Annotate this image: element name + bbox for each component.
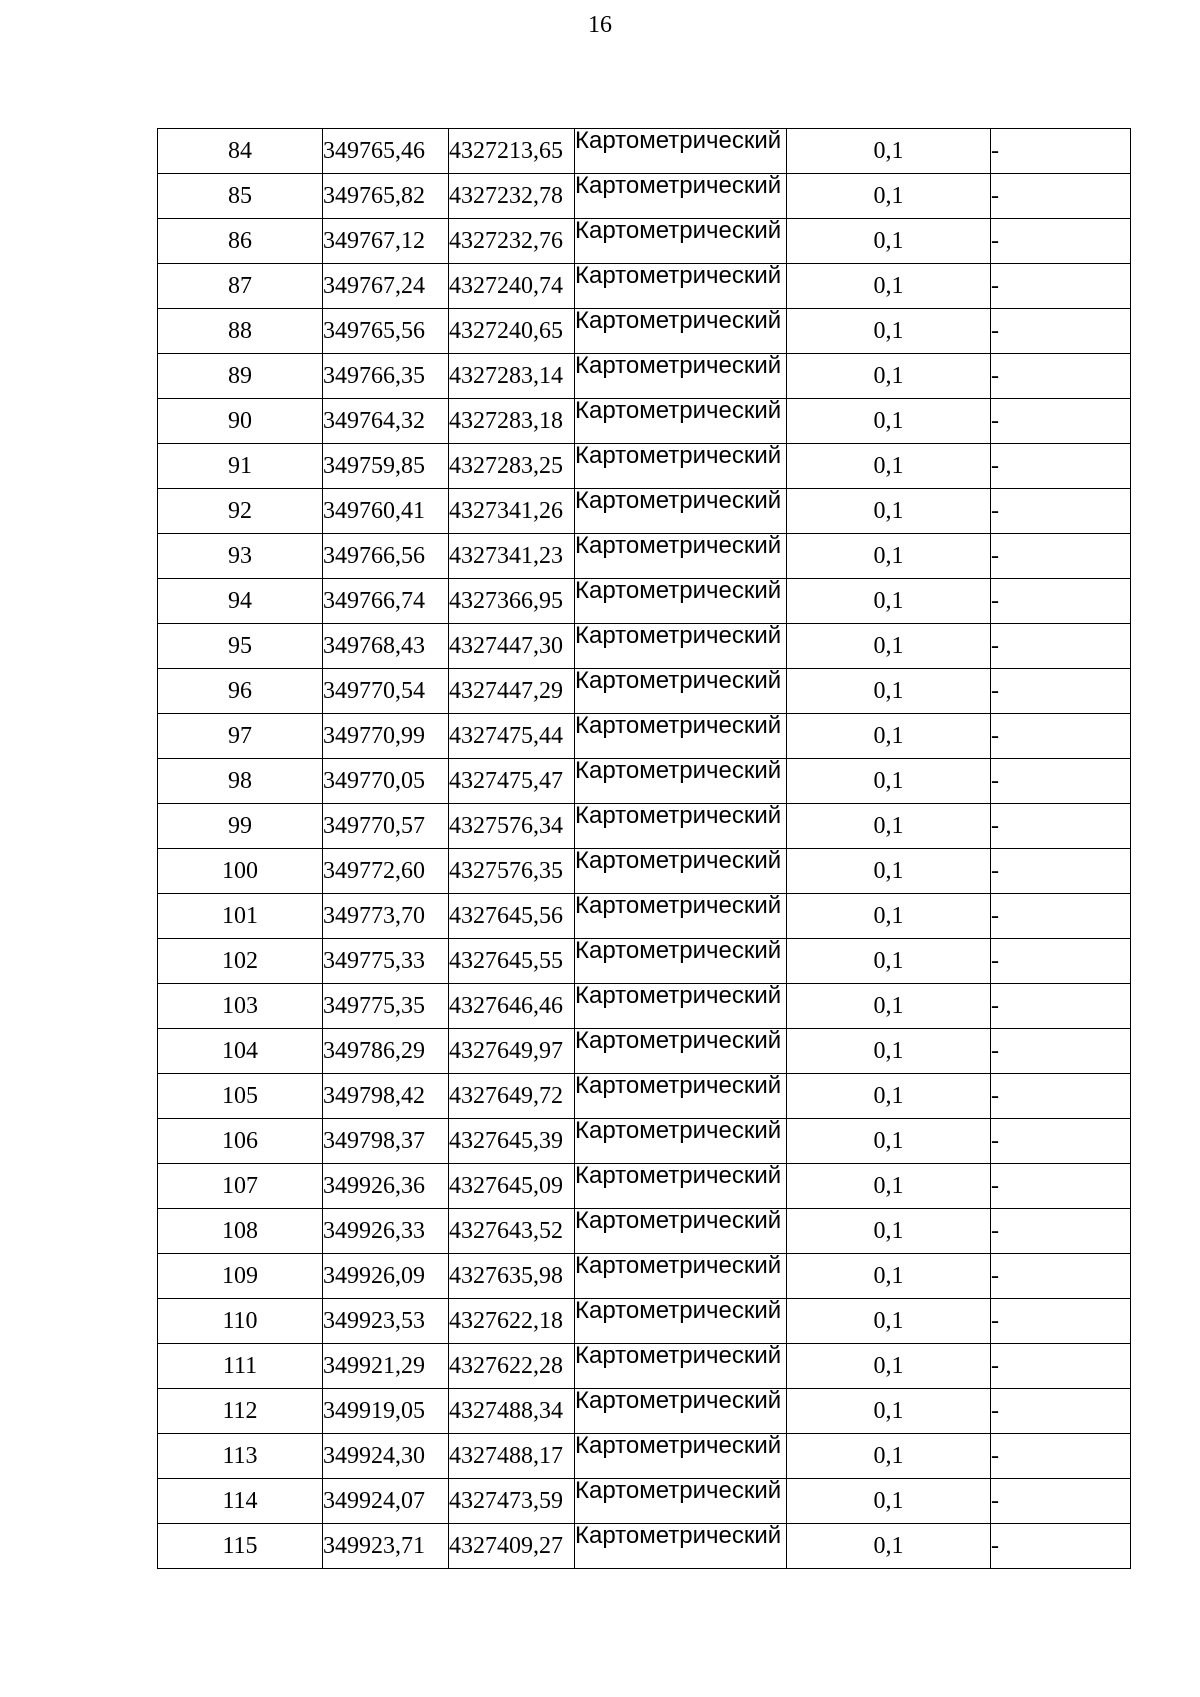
y-coordinate-cell: 4327645,09: [449, 1164, 575, 1209]
method-cell: Картометрический: [575, 1299, 787, 1344]
method-cell: Картометрический: [575, 759, 787, 804]
y-coordinate-cell: 4327645,56: [449, 894, 575, 939]
x-coordinate-cell: 349775,33: [323, 939, 449, 984]
table-row: [158, 849, 1131, 894]
point-number-cell: 103: [158, 984, 323, 1029]
method-cell: Картометрический: [575, 1254, 787, 1299]
point-number-cell: 93: [158, 534, 323, 579]
accuracy-cell: 0,1: [787, 984, 991, 1029]
note-cell: -: [991, 219, 1131, 264]
y-coordinate-cell: 4327283,14: [449, 354, 575, 399]
note-cell: -: [991, 624, 1131, 669]
table-row: [158, 1119, 1131, 1164]
method-cell: Картометрический: [575, 174, 787, 219]
accuracy-cell: 0,1: [787, 1299, 991, 1344]
x-coordinate-cell: 349926,09: [323, 1254, 449, 1299]
x-coordinate-cell: 349798,42: [323, 1074, 449, 1119]
note-cell: -: [991, 894, 1131, 939]
point-number-cell: 100: [158, 849, 323, 894]
method-cell: Картометрический: [575, 1074, 787, 1119]
y-coordinate-cell: 4327645,39: [449, 1119, 575, 1164]
method-cell: Картометрический: [575, 534, 787, 579]
note-cell: -: [991, 1254, 1131, 1299]
method-cell: Картометрический: [575, 939, 787, 984]
y-coordinate-cell: 4327232,76: [449, 219, 575, 264]
note-cell: -: [991, 1119, 1131, 1164]
y-coordinate-cell: 4327283,25: [449, 444, 575, 489]
x-coordinate-cell: 349760,41: [323, 489, 449, 534]
note-cell: -: [991, 174, 1131, 219]
table-row: [158, 354, 1131, 399]
point-number-cell: 110: [158, 1299, 323, 1344]
table-row: [158, 804, 1131, 849]
y-coordinate-cell: 4327643,52: [449, 1209, 575, 1254]
table-row: [158, 1434, 1131, 1479]
note-cell: -: [991, 759, 1131, 804]
table-row: [158, 1299, 1131, 1344]
x-coordinate-cell: 349919,05: [323, 1389, 449, 1434]
method-cell: Картометрический: [575, 714, 787, 759]
point-number-cell: 90: [158, 399, 323, 444]
x-coordinate-cell: 349765,82: [323, 174, 449, 219]
method-cell: Картометрический: [575, 624, 787, 669]
method-cell: Картометрический: [575, 399, 787, 444]
point-number-cell: 97: [158, 714, 323, 759]
method-cell: Картометрический: [575, 309, 787, 354]
table-row: [158, 1164, 1131, 1209]
note-cell: -: [991, 984, 1131, 1029]
point-number-cell: 85: [158, 174, 323, 219]
x-coordinate-cell: 349770,54: [323, 669, 449, 714]
accuracy-cell: 0,1: [787, 489, 991, 534]
x-coordinate-cell: 349765,56: [323, 309, 449, 354]
y-coordinate-cell: 4327475,47: [449, 759, 575, 804]
x-coordinate-cell: 349786,29: [323, 1029, 449, 1074]
coordinates-table: [157, 128, 1131, 1569]
x-coordinate-cell: 349765,46: [323, 129, 449, 174]
y-coordinate-cell: 4327447,30: [449, 624, 575, 669]
table-row: [158, 939, 1131, 984]
accuracy-cell: 0,1: [787, 174, 991, 219]
y-coordinate-cell: 4327240,65: [449, 309, 575, 354]
y-coordinate-cell: 4327213,65: [449, 129, 575, 174]
table-row: [158, 489, 1131, 534]
note-cell: -: [991, 1164, 1131, 1209]
accuracy-cell: 0,1: [787, 1479, 991, 1524]
method-cell: Картометрический: [575, 1479, 787, 1524]
note-cell: -: [991, 264, 1131, 309]
point-number-cell: 88: [158, 309, 323, 354]
table-row: [158, 1074, 1131, 1119]
y-coordinate-cell: 4327635,98: [449, 1254, 575, 1299]
x-coordinate-cell: 349775,35: [323, 984, 449, 1029]
accuracy-cell: 0,1: [787, 669, 991, 714]
accuracy-cell: 0,1: [787, 1434, 991, 1479]
y-coordinate-cell: 4327341,23: [449, 534, 575, 579]
accuracy-cell: 0,1: [787, 1344, 991, 1389]
x-coordinate-cell: 349767,12: [323, 219, 449, 264]
x-coordinate-cell: 349770,99: [323, 714, 449, 759]
table-row: [158, 129, 1131, 174]
method-cell: Картометрический: [575, 894, 787, 939]
y-coordinate-cell: 4327576,34: [449, 804, 575, 849]
method-cell: Картометрический: [575, 129, 787, 174]
accuracy-cell: 0,1: [787, 129, 991, 174]
point-number-cell: 96: [158, 669, 323, 714]
method-cell: Картометрический: [575, 264, 787, 309]
point-number-cell: 92: [158, 489, 323, 534]
point-number-cell: 107: [158, 1164, 323, 1209]
table-row: [158, 1254, 1131, 1299]
x-coordinate-cell: 349767,24: [323, 264, 449, 309]
point-number-cell: 95: [158, 624, 323, 669]
note-cell: -: [991, 669, 1131, 714]
note-cell: -: [991, 849, 1131, 894]
y-coordinate-cell: 4327645,55: [449, 939, 575, 984]
accuracy-cell: 0,1: [787, 309, 991, 354]
x-coordinate-cell: 349773,70: [323, 894, 449, 939]
x-coordinate-cell: 349772,60: [323, 849, 449, 894]
x-coordinate-cell: 349926,36: [323, 1164, 449, 1209]
point-number-cell: 115: [158, 1524, 323, 1569]
accuracy-cell: 0,1: [787, 1254, 991, 1299]
table-row: [158, 624, 1131, 669]
x-coordinate-cell: 349921,29: [323, 1344, 449, 1389]
table-row: [158, 894, 1131, 939]
note-cell: -: [991, 309, 1131, 354]
table-row: [158, 1029, 1131, 1074]
x-coordinate-cell: 349923,71: [323, 1524, 449, 1569]
method-cell: Картометрический: [575, 1434, 787, 1479]
accuracy-cell: 0,1: [787, 219, 991, 264]
point-number-cell: 113: [158, 1434, 323, 1479]
point-number-cell: 94: [158, 579, 323, 624]
table-row: [158, 174, 1131, 219]
y-coordinate-cell: 4327576,35: [449, 849, 575, 894]
y-coordinate-cell: 4327409,27: [449, 1524, 575, 1569]
accuracy-cell: 0,1: [787, 939, 991, 984]
y-coordinate-cell: 4327283,18: [449, 399, 575, 444]
point-number-cell: 87: [158, 264, 323, 309]
method-cell: Картометрический: [575, 489, 787, 534]
note-cell: -: [991, 489, 1131, 534]
method-cell: Картометрический: [575, 1344, 787, 1389]
point-number-cell: 105: [158, 1074, 323, 1119]
y-coordinate-cell: 4327240,74: [449, 264, 575, 309]
accuracy-cell: 0,1: [787, 399, 991, 444]
accuracy-cell: 0,1: [787, 804, 991, 849]
method-cell: Картометрический: [575, 984, 787, 1029]
note-cell: -: [991, 1344, 1131, 1389]
x-coordinate-cell: 349759,85: [323, 444, 449, 489]
point-number-cell: 108: [158, 1209, 323, 1254]
table-row: [158, 399, 1131, 444]
method-cell: Картометрический: [575, 1389, 787, 1434]
table-row: [158, 759, 1131, 804]
accuracy-cell: 0,1: [787, 444, 991, 489]
accuracy-cell: 0,1: [787, 894, 991, 939]
x-coordinate-cell: 349923,53: [323, 1299, 449, 1344]
point-number-cell: 106: [158, 1119, 323, 1164]
x-coordinate-cell: 349924,30: [323, 1434, 449, 1479]
point-number-cell: 89: [158, 354, 323, 399]
y-coordinate-cell: 4327232,78: [449, 174, 575, 219]
y-coordinate-cell: 4327341,26: [449, 489, 575, 534]
y-coordinate-cell: 4327622,28: [449, 1344, 575, 1389]
x-coordinate-cell: 349766,35: [323, 354, 449, 399]
method-cell: Картометрический: [575, 354, 787, 399]
table-row: [158, 444, 1131, 489]
point-number-cell: 104: [158, 1029, 323, 1074]
note-cell: -: [991, 804, 1131, 849]
accuracy-cell: 0,1: [787, 1029, 991, 1074]
y-coordinate-cell: 4327649,97: [449, 1029, 575, 1074]
method-cell: Картометрический: [575, 849, 787, 894]
accuracy-cell: 0,1: [787, 354, 991, 399]
note-cell: -: [991, 399, 1131, 444]
table-row: [158, 714, 1131, 759]
point-number-cell: 99: [158, 804, 323, 849]
method-cell: Картометрический: [575, 219, 787, 264]
accuracy-cell: 0,1: [787, 714, 991, 759]
accuracy-cell: 0,1: [787, 624, 991, 669]
method-cell: Картометрический: [575, 1164, 787, 1209]
method-cell: Картометрический: [575, 804, 787, 849]
method-cell: Картометрический: [575, 1524, 787, 1569]
x-coordinate-cell: 349766,56: [323, 534, 449, 579]
point-number-cell: 114: [158, 1479, 323, 1524]
y-coordinate-cell: 4327447,29: [449, 669, 575, 714]
y-coordinate-cell: 4327622,18: [449, 1299, 575, 1344]
y-coordinate-cell: 4327488,17: [449, 1434, 575, 1479]
note-cell: -: [991, 129, 1131, 174]
method-cell: Картометрический: [575, 1029, 787, 1074]
x-coordinate-cell: 349926,33: [323, 1209, 449, 1254]
point-number-cell: 102: [158, 939, 323, 984]
table-row: [158, 669, 1131, 714]
accuracy-cell: 0,1: [787, 1074, 991, 1119]
method-cell: Картометрический: [575, 444, 787, 489]
method-cell: Картометрический: [575, 669, 787, 714]
note-cell: -: [991, 534, 1131, 579]
x-coordinate-cell: 349924,07: [323, 1479, 449, 1524]
table-row: [158, 1344, 1131, 1389]
x-coordinate-cell: 349764,32: [323, 399, 449, 444]
y-coordinate-cell: 4327646,46: [449, 984, 575, 1029]
y-coordinate-cell: 4327649,72: [449, 1074, 575, 1119]
accuracy-cell: 0,1: [787, 759, 991, 804]
point-number-cell: 111: [158, 1344, 323, 1389]
note-cell: -: [991, 1299, 1131, 1344]
note-cell: -: [991, 1524, 1131, 1569]
point-number-cell: 84: [158, 129, 323, 174]
accuracy-cell: 0,1: [787, 1119, 991, 1164]
note-cell: -: [991, 1209, 1131, 1254]
point-number-cell: 101: [158, 894, 323, 939]
y-coordinate-cell: 4327366,95: [449, 579, 575, 624]
page-number: 16: [588, 12, 612, 38]
x-coordinate-cell: 349768,43: [323, 624, 449, 669]
table-row: [158, 579, 1131, 624]
table-row: [158, 264, 1131, 309]
x-coordinate-cell: 349770,57: [323, 804, 449, 849]
note-cell: -: [991, 354, 1131, 399]
note-cell: -: [991, 1479, 1131, 1524]
note-cell: -: [991, 939, 1131, 984]
y-coordinate-cell: 4327475,44: [449, 714, 575, 759]
accuracy-cell: 0,1: [787, 1524, 991, 1569]
table-row: [158, 1524, 1131, 1569]
method-cell: Картометрический: [575, 579, 787, 624]
table-row: [158, 219, 1131, 264]
note-cell: -: [991, 1074, 1131, 1119]
table-row: [158, 1389, 1131, 1434]
y-coordinate-cell: 4327488,34: [449, 1389, 575, 1434]
method-cell: Картометрический: [575, 1119, 787, 1164]
point-number-cell: 109: [158, 1254, 323, 1299]
note-cell: -: [991, 444, 1131, 489]
accuracy-cell: 0,1: [787, 849, 991, 894]
note-cell: -: [991, 579, 1131, 624]
coordinates-table-body: [158, 129, 1131, 1569]
note-cell: -: [991, 1029, 1131, 1074]
y-coordinate-cell: 4327473,59: [449, 1479, 575, 1524]
accuracy-cell: 0,1: [787, 1164, 991, 1209]
table-row: [158, 1209, 1131, 1254]
point-number-cell: 91: [158, 444, 323, 489]
note-cell: -: [991, 1389, 1131, 1434]
point-number-cell: 112: [158, 1389, 323, 1434]
x-coordinate-cell: 349798,37: [323, 1119, 449, 1164]
note-cell: -: [991, 714, 1131, 759]
table-row: [158, 534, 1131, 579]
x-coordinate-cell: 349770,05: [323, 759, 449, 804]
accuracy-cell: 0,1: [787, 534, 991, 579]
table-row: [158, 309, 1131, 354]
method-cell: Картометрический: [575, 1209, 787, 1254]
accuracy-cell: 0,1: [787, 1209, 991, 1254]
table-row: [158, 1479, 1131, 1524]
table-row: [158, 984, 1131, 1029]
point-number-cell: 86: [158, 219, 323, 264]
point-number-cell: 98: [158, 759, 323, 804]
accuracy-cell: 0,1: [787, 1389, 991, 1434]
note-cell: -: [991, 1434, 1131, 1479]
accuracy-cell: 0,1: [787, 264, 991, 309]
x-coordinate-cell: 349766,74: [323, 579, 449, 624]
accuracy-cell: 0,1: [787, 579, 991, 624]
